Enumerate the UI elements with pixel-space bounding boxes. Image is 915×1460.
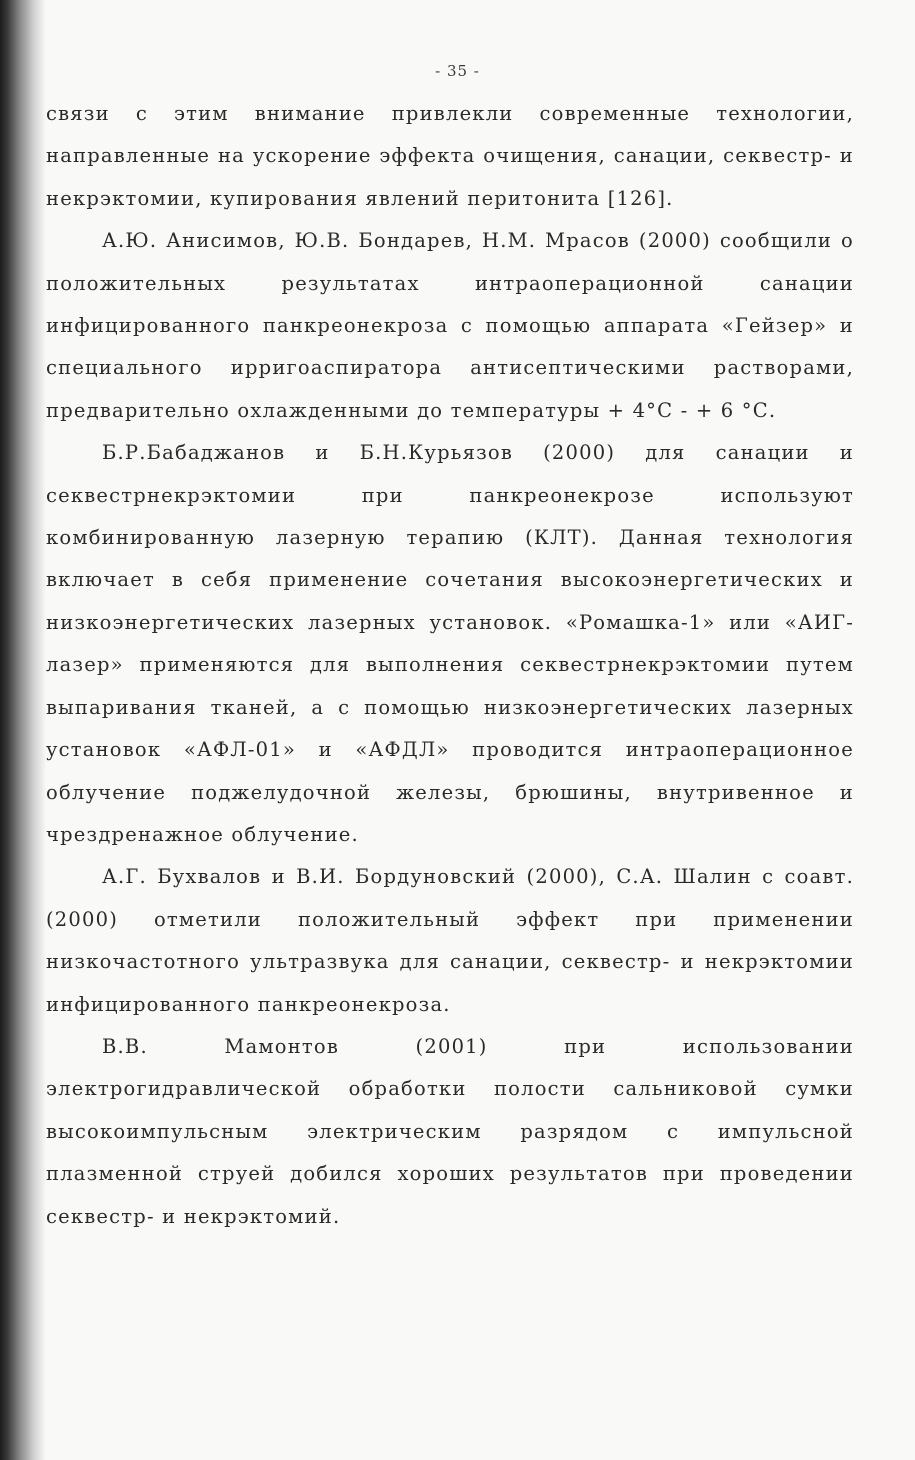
binding-shadow [0, 0, 46, 1460]
paragraph-continuation: связи с этим внимание привлекли современные технологии, направленные на ускорение эффекта очищения, санации, секвестр- и некрэктомии, купирования явлений перитонита [126]. [46, 102, 854, 210]
page-number: - 35 - [435, 62, 480, 80]
paragraph-mamontov: В.В. Мамонтов (2001) при использовании электрогидравлической обработки полости сальниковой сумки высокоимпульсным электрическим разрядом с импульсной плазменной струей добился хороших результатов при проведении секвестр- и некрэктомий. [46, 1034, 854, 1228]
body-text [46, 93, 854, 1238]
paragraph-babadzhanov: Б.Р.Бабаджанов и Б.Н.Курьязов (2000) для санации и секвестрнекрэктомии при панкреонекрозе используют комбинированную лазерную терапию (КЛТ). Данная технология включает в себя применение сочетания высокоэнергетических и низкоэнергетических лазерных установок. «Ромашка-1» или «АИГ-лазер» применяются для выполнения секвестрнекрэктомии путем выпаривания тканей, а с помощью низкоэнергетических лазерных установок «АФЛ-01» и «АФДЛ» проводится интраоперационное облучение поджелудочной железы, брюшины, внутривенное и чрездренажное облучение. [46, 441, 854, 846]
paragraph-anisimov: А.Ю. Анисимов, Ю.В. Бондарев, Н.М. Мрасов (2000) сообщили о положительных результатах интраоперационной санации инфицированного панкреонекроза с помощью аппарата «Гейзер» и специального ирригоаспиратора антисептическими растворами, предварительно охлажденными до температуры + 4°С - + 6 °С. [46, 229, 854, 422]
paragraph-bukhvalov: А.Г. Бухвалов и В.И. Бордуновский (2000), С.А. Шалин с соавт.(2000) отметили положительный эффект при применении низкочастотного ультразвука для санации, секвестр- и некрэктомии инфицированного панкреонекроза. [46, 865, 854, 1016]
